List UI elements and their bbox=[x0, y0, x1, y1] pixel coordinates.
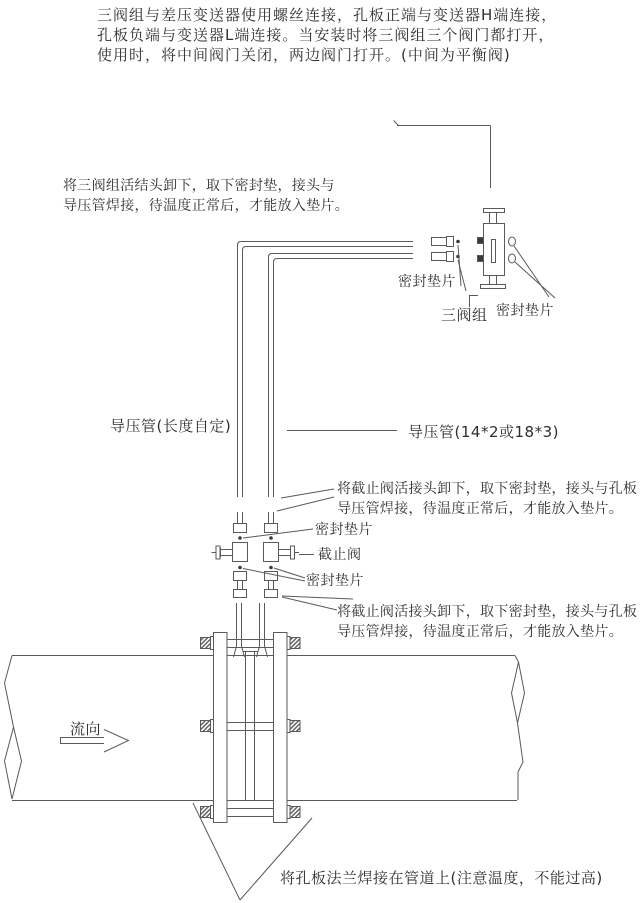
shutoff-valve-right-drawing bbox=[264, 512, 300, 598]
intro-note bbox=[97, 5, 557, 65]
manifold-note bbox=[63, 176, 349, 216]
upper-note-leaders bbox=[277, 489, 334, 511]
manifold-label: 三阀组 bbox=[441, 306, 488, 324]
manifold-label-leaders bbox=[458, 245, 555, 307]
orifice-flange-plates bbox=[214, 633, 288, 823]
shutoff-note-lower-line: 导压管焊接，待温度正常后，才能放入垫片。 bbox=[337, 624, 623, 640]
manifold-note-line: 将三阀组活结头卸下，取下密封垫，接头与 bbox=[63, 178, 335, 194]
shutoff-note-upper bbox=[337, 479, 637, 519]
orifice-plate-drawing bbox=[228, 640, 274, 817]
impulse-pipe-bends bbox=[238, 242, 414, 498]
flow-direction-label: 流向 bbox=[70, 720, 102, 738]
intro-note-line: 三阀组与差压变送器使用螺丝连接，孔板正端与变送器H端连接， bbox=[97, 6, 558, 24]
manifold-fittings-drawing bbox=[432, 237, 460, 262]
weld-note-label: 将孔板法兰焊接在管道上(注意温度，不能过高) bbox=[280, 869, 603, 887]
manifold-valve-drawing bbox=[478, 209, 516, 289]
flange-tap-tubes bbox=[234, 603, 268, 657]
manifold-note-line: 导压管焊接，待温度正常后，才能放入垫片。 bbox=[63, 198, 349, 214]
manifold-seal-right-label: 密封垫片 bbox=[496, 303, 554, 319]
shutoff-note-lower bbox=[337, 602, 637, 642]
shutoff-valve-label: 截止阀 bbox=[318, 547, 362, 563]
valve-seal-bottom-label: 密封垫片 bbox=[306, 573, 364, 589]
shutoff-valve-left-drawing bbox=[212, 512, 248, 598]
shutoff-note-upper-line: 将截止阀活接头卸下，取下密封垫，接头与孔板 bbox=[337, 481, 638, 497]
impulse-pipe-left-label: 导压管(长度自定) bbox=[110, 417, 232, 435]
impulse-pipe-right-label: 导压管(14*2或18*3) bbox=[408, 423, 559, 441]
shutoff-note-upper-line: 导压管焊接，待温度正常后，才能放入垫片。 bbox=[337, 501, 623, 517]
valve-seal-top-label: 密封垫片 bbox=[315, 522, 373, 538]
manifold-seal-left-label: 密封垫片 bbox=[398, 274, 456, 290]
intro-note-line: 孔板负端与变送器L端连接。当安装时将三阀组三个阀门都打开， bbox=[97, 26, 555, 44]
intro-note-line: 使用时，将中间阀门关闭，两边阀门打开。(中间为平衡阀) bbox=[97, 46, 511, 64]
shutoff-note-lower-line: 将截止阀活接头卸下，取下密封垫，接头与孔板 bbox=[337, 604, 638, 620]
transmitter-leader-line bbox=[394, 121, 491, 189]
